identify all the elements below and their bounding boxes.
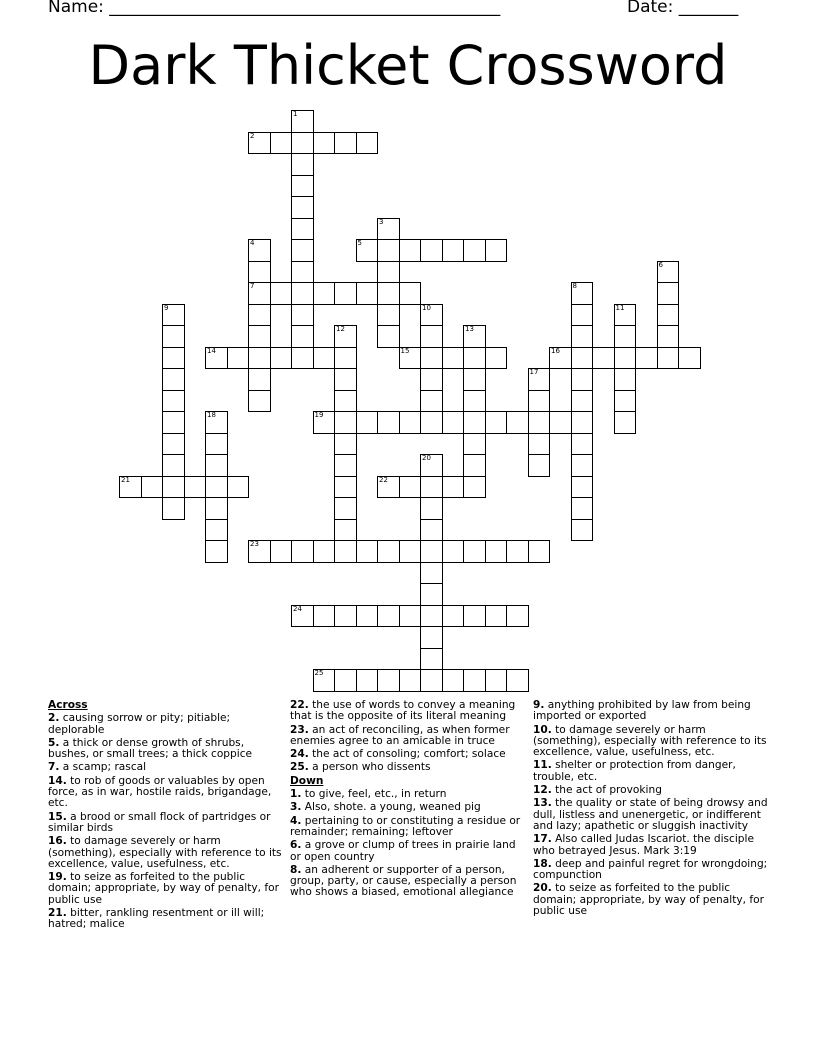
clue-column-2 [290, 700, 528, 901]
grid-cell[interactable] [334, 454, 357, 477]
clue-item-text: Also called Judas Iscariot. the disciple who betrayed Jesus. Mark 3:19 [533, 833, 754, 857]
grid-cell[interactable] [442, 411, 465, 434]
grid-cell[interactable] [334, 282, 357, 305]
grid-cell[interactable] [463, 605, 486, 628]
grid-cell[interactable] [334, 433, 357, 456]
clue-item-text: Also, shote. a young, weaned pig [301, 801, 481, 814]
grid-cell[interactable] [528, 368, 551, 391]
clue-item [290, 840, 528, 863]
grid-cell[interactable] [657, 347, 680, 370]
clue-item-number: 17. [533, 833, 552, 846]
grid-cell[interactable] [463, 669, 486, 692]
clue-item-text: to damage severely or harm (something), especially with reference to its excellence, value, usefulness, etc. [48, 835, 282, 870]
clue-number: 10 [422, 303, 431, 312]
grid-cell[interactable] [399, 411, 422, 434]
grid-cell[interactable] [291, 239, 314, 262]
grid-cell[interactable] [205, 519, 228, 542]
grid-cell[interactable] [248, 304, 271, 327]
grid-cell[interactable] [571, 433, 594, 456]
grid-cell[interactable] [420, 605, 443, 628]
clue-number: 5 [357, 239, 362, 247]
clue-column-3 [533, 700, 771, 919]
grid-cell[interactable] [571, 368, 594, 391]
clue-item-number: 23. [290, 723, 309, 736]
clue-item-number: 10. [533, 723, 552, 736]
grid-cell[interactable] [291, 153, 314, 176]
grid-cell[interactable] [377, 239, 400, 262]
grid-cell[interactable] [334, 325, 357, 348]
clue-item-text: a person who dissents [308, 761, 431, 774]
grid-cell[interactable] [356, 132, 379, 155]
clue-number: 15 [400, 346, 410, 355]
clue-item-text: bitter, rankling resentment or ill will; hatred; malice [48, 907, 265, 931]
clue-item-number: 1. [290, 788, 302, 801]
clue-item [533, 834, 771, 857]
grid-cell[interactable] [248, 390, 271, 413]
grid-cell[interactable] [442, 669, 465, 692]
clue-item-text: the use of words to convey a meaning that is the opposite of its literal meaning [290, 699, 516, 723]
clue-number: 18 [207, 411, 216, 419]
grid-cell[interactable] [420, 583, 443, 606]
clue-item-number: 19. [48, 871, 67, 884]
grid-cell[interactable] [420, 648, 443, 671]
grid-cell[interactable] [205, 347, 228, 370]
grid-cell[interactable] [291, 132, 314, 155]
clue-item [533, 760, 771, 783]
grid-cell[interactable] [571, 282, 594, 305]
grid-cell[interactable] [162, 390, 185, 413]
grid-cell[interactable] [614, 304, 637, 327]
clue-number: 19 [314, 411, 324, 419]
clue-item-number: 7. [48, 761, 60, 774]
grid-cell[interactable] [119, 476, 142, 499]
clue-item-text: anything prohibited by law from being imported or exported [533, 699, 751, 723]
clue-item-number: 18. [533, 857, 552, 870]
grid-cell[interactable] [377, 218, 400, 241]
grid-cell[interactable] [162, 433, 185, 456]
clue-item [290, 725, 528, 748]
grid-cell[interactable] [528, 540, 551, 563]
grid-cell[interactable] [248, 368, 271, 391]
grid-cell[interactable] [248, 282, 271, 305]
grid-cell[interactable] [248, 239, 271, 262]
grid-cell[interactable] [291, 325, 314, 348]
grid-cell[interactable] [334, 476, 357, 499]
clue-item [48, 812, 286, 835]
name-field-label: Name: ______________________________________________ [48, 0, 501, 17]
clue-number: 4 [250, 239, 255, 247]
grid-cell[interactable] [248, 261, 271, 284]
grid-cell[interactable] [592, 347, 615, 370]
grid-cell[interactable] [442, 347, 465, 370]
grid-cell[interactable] [334, 540, 357, 563]
grid-cell[interactable] [270, 540, 293, 563]
clue-item-number: 25. [290, 761, 309, 774]
clue-number: 17 [529, 368, 539, 376]
grid-cell[interactable] [313, 411, 336, 434]
clue-item-number: 11. [533, 759, 552, 772]
clue-item [290, 789, 528, 800]
grid-cell[interactable] [334, 497, 357, 520]
grid-cell[interactable] [162, 411, 185, 434]
down-heading: Down [290, 774, 324, 787]
clue-item-text: a scamp; rascal [59, 761, 147, 774]
clue-item [290, 816, 528, 839]
grid-cell[interactable] [506, 540, 529, 563]
grid-cell[interactable] [485, 411, 508, 434]
clue-item [290, 749, 528, 760]
clue-number: 24 [293, 604, 302, 613]
clue-number: 6 [658, 260, 663, 269]
grid-cell[interactable] [442, 239, 465, 262]
grid-cell[interactable] [313, 540, 336, 563]
clue-item [533, 785, 771, 796]
grid-cell[interactable] [313, 347, 336, 370]
grid-cell[interactable] [442, 540, 465, 563]
clue-column-1 [48, 700, 286, 933]
grid-cell[interactable] [205, 476, 228, 499]
grid-cell[interactable] [334, 669, 357, 692]
grid-cell[interactable] [399, 540, 422, 563]
grid-cell[interactable] [270, 282, 293, 305]
grid-cell[interactable] [635, 347, 658, 370]
grid-cell[interactable] [463, 454, 486, 477]
grid-cell[interactable] [571, 497, 594, 520]
grid-cell[interactable] [463, 433, 486, 456]
grid-cell[interactable] [528, 390, 551, 413]
grid-cell[interactable] [420, 626, 443, 649]
clue-number: 20 [422, 454, 431, 462]
grid-cell[interactable] [162, 476, 185, 499]
grid-cell[interactable] [291, 218, 314, 241]
grid-cell[interactable] [485, 540, 508, 563]
grid-cell[interactable] [420, 368, 443, 391]
grid-cell[interactable] [356, 669, 379, 692]
grid-cell[interactable] [463, 390, 486, 413]
grid-cell[interactable] [463, 347, 486, 370]
date-field-label: Date: _______ [627, 0, 739, 17]
clue-number: 13 [465, 325, 474, 333]
grid-cell[interactable] [399, 282, 422, 305]
grid-cell[interactable] [657, 325, 680, 348]
clue-number: 14 [207, 346, 216, 355]
clue-item [533, 725, 771, 759]
grid-cell[interactable] [571, 390, 594, 413]
grid-cell[interactable] [227, 476, 250, 499]
clue-item-number: 15. [48, 810, 67, 823]
grid-cell[interactable] [291, 175, 314, 198]
clue-item-text: an adherent or supporter of a person, group, party, or cause, especially a person who shows a biased, emotional allegiance [290, 863, 517, 899]
grid-cell[interactable] [205, 411, 228, 434]
grid-cell[interactable] [442, 476, 465, 499]
clue-number: 25 [314, 669, 324, 677]
clue-item-text: the act of consoling; comfort; solace [308, 748, 506, 761]
grid-cell[interactable] [356, 282, 379, 305]
clue-number: 8 [572, 282, 577, 290]
grid-cell[interactable] [485, 239, 508, 262]
grid-cell[interactable] [162, 325, 185, 348]
grid-cell[interactable] [485, 347, 508, 370]
grid-cell[interactable] [377, 476, 400, 499]
grid-cell[interactable] [291, 605, 314, 628]
grid-cell[interactable] [313, 669, 336, 692]
grid-cell[interactable] [528, 433, 551, 456]
clue-item-text: deep and painful regret for wrongdoing; compunction [533, 857, 768, 882]
clue-item-number: 14. [48, 774, 67, 787]
grid-cell[interactable] [162, 347, 185, 370]
clue-item [533, 798, 771, 832]
across-heading: Across [48, 699, 88, 711]
clue-number: 12 [336, 325, 345, 333]
grid-cell[interactable] [614, 325, 637, 348]
grid-cell[interactable] [463, 239, 486, 262]
grid-cell[interactable] [678, 347, 701, 370]
clue-item-text: to damage severely or harm (something), especially with reference to its excellence, value, usefulness, etc. [533, 723, 767, 759]
clue-number: 1 [293, 110, 298, 118]
grid-cell[interactable] [463, 411, 486, 434]
grid-cell[interactable] [141, 476, 164, 499]
grid-cell[interactable] [399, 669, 422, 692]
clue-item-number: 22. [290, 699, 309, 711]
grid-cell[interactable] [485, 605, 508, 628]
grid-cell[interactable] [334, 519, 357, 542]
clue-item [48, 713, 286, 736]
clue-item-number: 16. [48, 835, 67, 848]
grid-cell[interactable] [571, 476, 594, 499]
clue-item-number: 4. [290, 814, 302, 827]
clue-item-number: 13. [533, 797, 552, 810]
grid-cell[interactable] [657, 261, 680, 284]
grid-cell[interactable] [399, 239, 422, 262]
grid-cell[interactable] [420, 669, 443, 692]
grid-cell[interactable] [248, 347, 271, 370]
grid-cell[interactable] [571, 347, 594, 370]
clue-number: 9 [164, 303, 169, 312]
grid-cell[interactable] [291, 347, 314, 370]
clue-item [48, 776, 286, 810]
clue-item-number: 9. [533, 699, 545, 711]
grid-cell[interactable] [399, 605, 422, 628]
grid-cell[interactable] [356, 411, 379, 434]
clue-item-text: shelter or protection from danger, trouble, etc. [533, 759, 736, 783]
grid-cell[interactable] [614, 368, 637, 391]
clue-item [533, 700, 771, 723]
grid-cell[interactable] [571, 304, 594, 327]
grid-cell[interactable] [334, 347, 357, 370]
grid-cell[interactable] [334, 390, 357, 413]
grid-cell[interactable] [614, 411, 637, 434]
clue-item-number: 21. [48, 907, 67, 920]
clue-number: 7 [250, 282, 255, 290]
grid-cell[interactable] [420, 390, 443, 413]
grid-cell[interactable] [291, 304, 314, 327]
grid-cell[interactable] [334, 368, 357, 391]
clue-item [48, 908, 286, 931]
grid-cell[interactable] [442, 605, 465, 628]
grid-cell[interactable] [420, 325, 443, 348]
grid-cell[interactable] [420, 540, 443, 563]
grid-cell[interactable] [399, 347, 422, 370]
grid-cell[interactable] [270, 132, 293, 155]
grid-cell[interactable] [162, 304, 185, 327]
grid-cell[interactable] [377, 304, 400, 327]
grid-cell[interactable] [463, 368, 486, 391]
grid-cell[interactable] [420, 497, 443, 520]
grid-cell[interactable] [334, 411, 357, 434]
grid-cell[interactable] [334, 132, 357, 155]
clue-item-text: to seize as forfeited to the public domain; appropriate, by way of penalty, for public use [48, 871, 279, 906]
grid-cell[interactable] [420, 411, 443, 434]
grid-cell[interactable] [549, 347, 572, 370]
grid-cell[interactable] [184, 476, 207, 499]
clue-number: 11 [615, 303, 625, 312]
clue-item-text: pertaining to or constituting a residue or remainder; remaining; leftover [290, 814, 521, 838]
grid-cell[interactable] [614, 347, 637, 370]
grid-cell[interactable] [571, 519, 594, 542]
clue-item-number: 8. [290, 863, 302, 876]
grid-cell[interactable] [270, 347, 293, 370]
grid-cell[interactable] [506, 669, 529, 692]
grid-cell[interactable] [485, 669, 508, 692]
clue-item [290, 865, 528, 899]
grid-cell[interactable] [420, 476, 443, 499]
grid-cell[interactable] [463, 476, 486, 499]
grid-cell[interactable] [571, 325, 594, 348]
clue-number: 21 [121, 475, 130, 484]
grid-cell[interactable] [549, 411, 572, 434]
clue-item [48, 836, 286, 870]
grid-cell[interactable] [334, 605, 357, 628]
grid-cell[interactable] [528, 454, 551, 477]
grid-cell[interactable] [377, 411, 400, 434]
clue-item-text: causing sorrow or pity; pitiable; deplorable [48, 712, 231, 736]
clue-item [48, 738, 286, 761]
clue-item-text: to seize as forfeited to the public domain; appropriate, by way of penalty, for public use [533, 882, 764, 918]
clue-item [290, 802, 528, 813]
grid-cell[interactable] [377, 325, 400, 348]
grid-cell[interactable] [227, 347, 250, 370]
grid-cell[interactable] [420, 519, 443, 542]
grid-cell[interactable] [205, 433, 228, 456]
clue-item-number: 20. [533, 882, 552, 895]
grid-cell[interactable] [248, 325, 271, 348]
clue-item [533, 883, 771, 917]
grid-cell[interactable] [162, 368, 185, 391]
grid-cell[interactable] [248, 540, 271, 563]
clue-item-text: a brood or small flock of partridges or similar birds [48, 810, 271, 834]
clue-number: 23 [250, 540, 259, 548]
grid-cell[interactable] [571, 454, 594, 477]
clue-item-number: 24. [290, 748, 309, 761]
clue-item-text: the quality or state of being drowsy and dull, listless and unenergetic, or indifferent and lazy; apathetic or sluggish inactivity [533, 797, 768, 832]
grid-cell[interactable] [420, 454, 443, 477]
clue-item [290, 700, 528, 723]
grid-cell[interactable] [657, 282, 680, 305]
grid-cell[interactable] [291, 282, 314, 305]
clue-item-number: 5. [48, 736, 60, 749]
grid-cell[interactable] [291, 540, 314, 563]
grid-cell[interactable] [291, 196, 314, 219]
grid-cell[interactable] [463, 540, 486, 563]
clue-item [290, 762, 528, 773]
clue-item-text: the act of provoking [551, 784, 662, 797]
grid-cell[interactable] [420, 239, 443, 262]
clue-item-text: a thick or dense growth of shrubs, bushes, or small trees; a thick coppice [48, 736, 253, 761]
grid-cell[interactable] [420, 304, 443, 327]
grid-cell[interactable] [528, 411, 551, 434]
grid-cell[interactable] [356, 605, 379, 628]
grid-cell[interactable] [463, 325, 486, 348]
grid-cell[interactable] [377, 261, 400, 284]
clue-item-text: an act of reconciling, as when former enemies agree to an amicable in truce [290, 723, 510, 747]
grid-cell[interactable] [506, 411, 529, 434]
clue-item-number: 6. [290, 839, 302, 852]
grid-cell[interactable] [420, 347, 443, 370]
grid-cell[interactable] [377, 540, 400, 563]
grid-cell[interactable] [313, 132, 336, 155]
clue-item-number: 3. [290, 801, 302, 814]
grid-cell[interactable] [162, 454, 185, 477]
clue-item [48, 762, 286, 773]
grid-cell[interactable] [506, 605, 529, 628]
clue-number: 16 [551, 346, 560, 355]
grid-cell[interactable] [356, 239, 379, 262]
grid-cell[interactable] [377, 605, 400, 628]
grid-cell[interactable] [571, 411, 594, 434]
clue-item [533, 859, 771, 882]
grid-cell[interactable] [356, 540, 379, 563]
grid-cell[interactable] [162, 497, 185, 520]
grid-cell[interactable] [248, 132, 271, 155]
grid-cell[interactable] [205, 454, 228, 477]
grid-cell[interactable] [377, 282, 400, 305]
clue-item-text: to rob of goods or valuables by open force, as in war, hostile raids, brigandage, etc. [48, 774, 272, 810]
grid-cell[interactable] [291, 261, 314, 284]
clue-number: 3 [379, 217, 384, 226]
grid-cell[interactable] [614, 390, 637, 413]
grid-cell[interactable] [205, 540, 228, 563]
clue-item-number: 12. [533, 784, 552, 797]
grid-cell[interactable] [313, 282, 336, 305]
clue-number: 2 [250, 131, 255, 140]
clue-item [48, 872, 286, 906]
clue-item-text: to give, feel, etc., in return [301, 788, 447, 801]
grid-cell[interactable] [420, 562, 443, 585]
clue-number: 22 [379, 475, 388, 484]
page-title: Dark Thicket Crossword [88, 34, 728, 97]
grid-cell[interactable] [313, 605, 336, 628]
grid-cell[interactable] [291, 110, 314, 133]
grid-cell[interactable] [205, 497, 228, 520]
grid-cell[interactable] [657, 304, 680, 327]
grid-cell[interactable] [399, 476, 422, 499]
clue-item-number: 2. [48, 712, 60, 725]
grid-cell[interactable] [377, 669, 400, 692]
clue-item-text: a grove or clump of trees in prairie land or open country [290, 839, 516, 863]
